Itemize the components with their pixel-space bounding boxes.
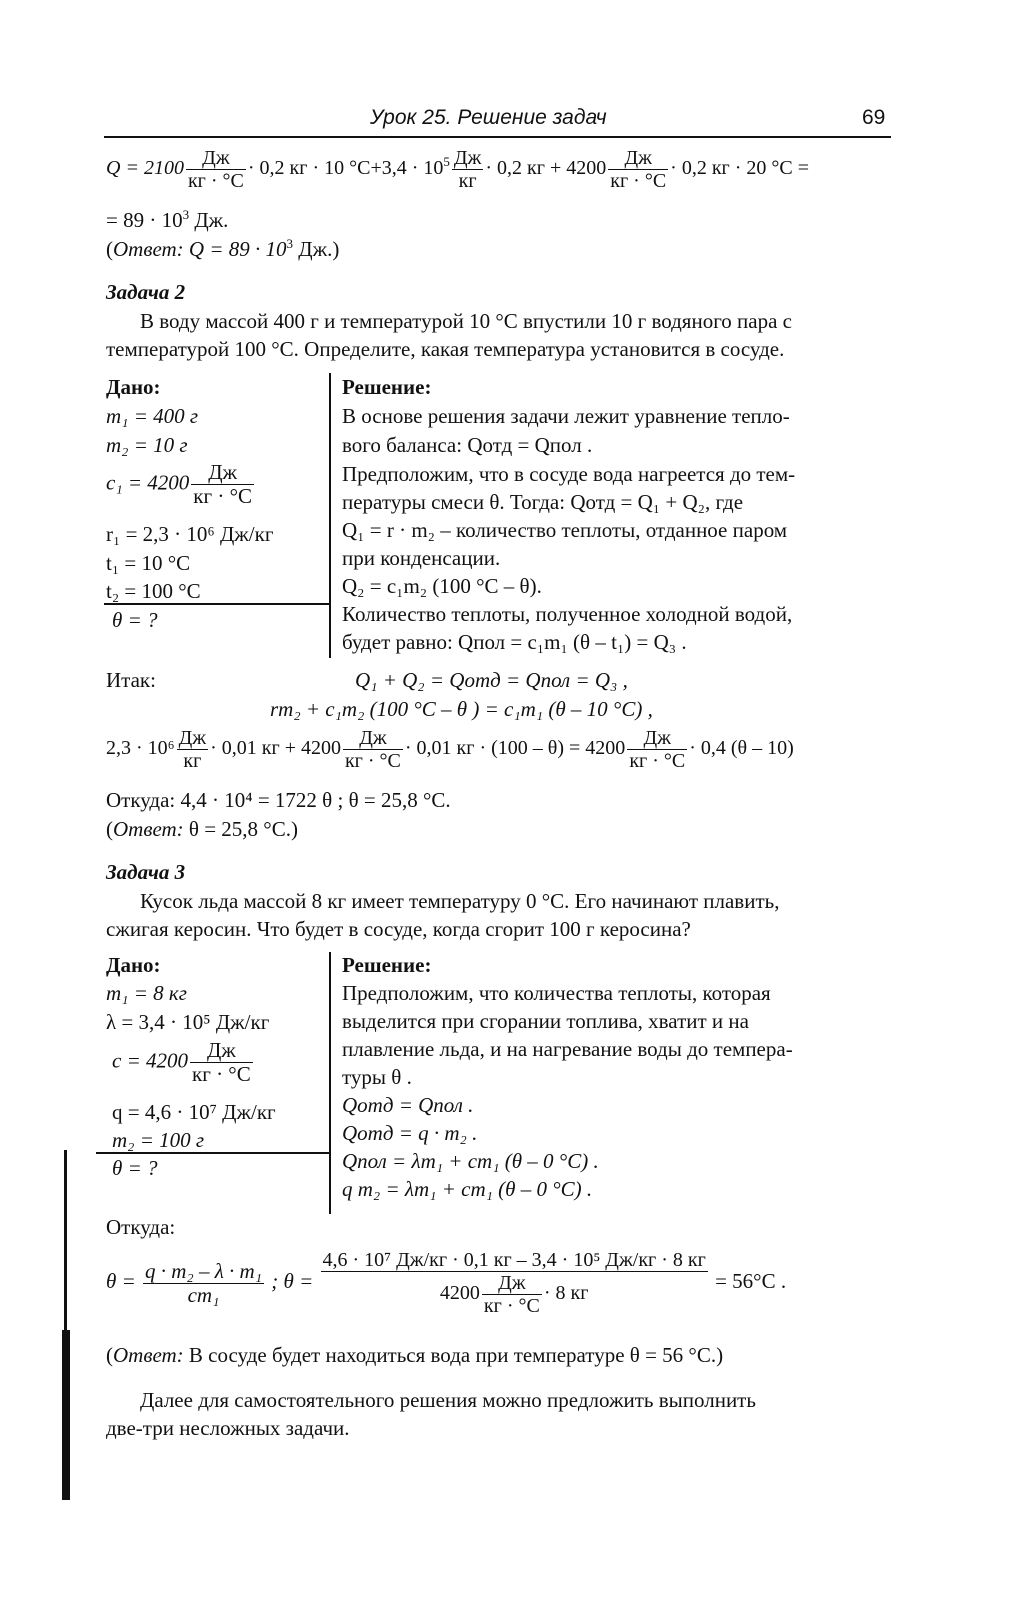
task2-solution-line: Q₂ = c₁m₂ (100 °C – θ). — [342, 574, 542, 598]
task3-formula: θ = $\frac{\text{q · m₂ – λ · m₁}}{\text{cm₁}}$ ; θ = 4,6 · 10⁷ Дж/кг · 0,1 кг – 3,4 · 10⁵ Дж/кг · 8 кг 4200 $\frac{Дж}{кг \cdot ^\circ C}$ · 8 кг = 56°C . — [106, 1249, 787, 1317]
task2-itak-label: Итак: — [106, 668, 156, 692]
task3-solution-line: Предположим, что количества теплоты, которая — [342, 981, 771, 1005]
task3-solution-line: туры θ . — [342, 1065, 412, 1089]
task2-divider — [329, 373, 331, 658]
task3-solution-line: q m₂ = λm₁ + cm₁ (θ – 0 °C) . — [342, 1177, 593, 1201]
task3-divider — [329, 952, 331, 1214]
task3-unknown: θ = ? — [112, 1156, 158, 1180]
task2-unknown: θ = ? — [112, 608, 158, 632]
scan-margin-bar — [62, 1330, 70, 1500]
top-formula-result: = $89 \cdot 10^3$ Дж. — [106, 207, 229, 232]
task3-solution-line: Qотд = Qпол . — [342, 1093, 474, 1117]
task3-given-lambda: λ = 3,4 · 10⁵ Дж/кг — [106, 1010, 270, 1034]
task2-given-t2: t₂ = 100 °C — [106, 579, 201, 603]
task3-solution-label: Решение: — [342, 953, 432, 977]
task3-given-q: q = 4,6 · 10⁷ Дж/кг — [112, 1100, 276, 1124]
task3-answer: (Ответ: В сосуде будет находиться вода при температуре θ = 56 °С.) — [106, 1343, 724, 1367]
task2-solution-line: В основе решения задачи лежит уравнение тепло- — [342, 404, 790, 428]
task2-solution-line: Q₁ = r · m₂ – количество теплоты, отданное паром — [342, 518, 788, 542]
task3-solution-line: выделится при сгорании топлива, хватит и на — [342, 1009, 749, 1033]
task3-given-c: c = 4200 $\frac{Дж}{кг \cdot ^\circ C}$ — [112, 1038, 251, 1086]
task2-given-t1: t₁ = 10 °C — [106, 551, 191, 575]
task2-given-r1: r₁ = 2,3 · 10⁶ Дж/кг — [106, 522, 274, 546]
task3-given-m2: m₂ = 100 г — [112, 1128, 205, 1152]
task2-condition-1: В воду массой 400 г и температурой 10 °С впустили 10 г водяного пара с — [140, 309, 792, 333]
task2-otkuda: Откуда: 4,4 · 10⁴ = 1722 θ ; θ = 25,8 °C. — [106, 788, 451, 812]
page-number: 69 — [862, 106, 886, 129]
task2-eq1: Q₁ + Q₂ = Qотд = Qпол = Q₃ , — [355, 668, 628, 692]
task2-solution-line: Предположим, что в сосуде вода нагреется до тем- — [342, 462, 796, 486]
closing-line-2: две-три несложных задачи. — [106, 1416, 350, 1440]
task2-solution-line: при конденсации. — [342, 546, 501, 570]
task2-given-rule — [104, 603, 330, 605]
task2-given-label: Дано: — [106, 375, 161, 399]
task2-solution-line: пературы смеси θ. Тогда: Qотд = Q₁ + Q₂, где — [342, 490, 744, 514]
page-header-title: Урок 25. Решение задач — [370, 106, 607, 129]
task2-condition-2: температурой 100 °С. Определите, какая температура установится в сосуде. — [106, 337, 785, 361]
task3-given-m1: m₁ = 8 кг — [106, 981, 187, 1005]
task3-solution-line: Qотд = q · m₂ . — [342, 1121, 478, 1145]
closing-line-1: Далее для самостоятельного решения можно предложить выполнить — [140, 1388, 756, 1412]
task3-title: Задача 3 — [106, 860, 186, 884]
task2-given-m1: m₁ = 400 г — [106, 404, 199, 428]
task2-title: Задача 2 — [106, 280, 186, 304]
task3-otkuda-label: Откуда: — [106, 1215, 176, 1239]
task2-solution-line: Количество теплоты, полученное холодной водой, — [342, 602, 793, 626]
task2-eq3: 2,3 · 10⁶ $\frac{Дж}{кг}$ · 0,01 кг + 4200 $\frac{Дж}{кг \cdot ^\circ C}$ · 0,01 кг · (100 – θ) = 4200 $\frac{Дж}{кг \cdot ^\circ C}$ · 0,4 (θ – 10) — [106, 727, 794, 772]
task3-condition-2: сжигая керосин. Что будет в сосуде, когда сгорит 100 г керосина? — [106, 917, 691, 941]
task3-solution-line: плавление льда, и на нагревание воды до темпера- — [342, 1037, 793, 1061]
task3-solution-line: Qпол = λm₁ + cm₁ (θ – 0 °C) . — [342, 1149, 599, 1173]
task3-given-rule — [96, 1152, 330, 1154]
top-formula-answer: (Ответ: $Q = 89 \cdot 10^3$ Дж.) — [106, 236, 340, 261]
header-rule — [104, 136, 891, 138]
task2-given-m2: m₂ = 10 г — [106, 433, 188, 457]
task2-eq2: rm₂ + c₁m₂ (100 °C – θ ) = c₁m₁ (θ – 10 °C) , — [270, 697, 653, 721]
task2-given-c1: c₁ = 4200 $\frac{Дж}{кг \cdot ^\circ C}$ — [106, 460, 253, 508]
top-formula-line: Q = 2100 $\frac{Дж}{кг \cdot ^\circ C}$ · 0,2 кг · 10 $^\circ C+3,4 \cdot 10^5$ $\frac{Дж}{кг}$ · 0,2 кг + 4200 $\frac{Дж}{кг \cdot ^\circ C}$ · 0,2 кг · 20 °C = — [106, 147, 810, 192]
task3-given-label: Дано: — [106, 953, 161, 977]
task3-condition-1: Кусок льда массой 8 кг имеет температуру 0 °С. Его начинают плавить, — [140, 889, 780, 913]
task2-solution-label: Решение: — [342, 375, 432, 399]
task2-solution-line: вого баланса: Qотд = Qпол . — [342, 433, 593, 457]
task2-solution-line: будет равно: Qпол = c₁m₁ (θ – t₁) = Q₃ . — [342, 630, 687, 654]
task2-answer: (Ответ: θ = 25,8 °C.) — [106, 817, 298, 841]
